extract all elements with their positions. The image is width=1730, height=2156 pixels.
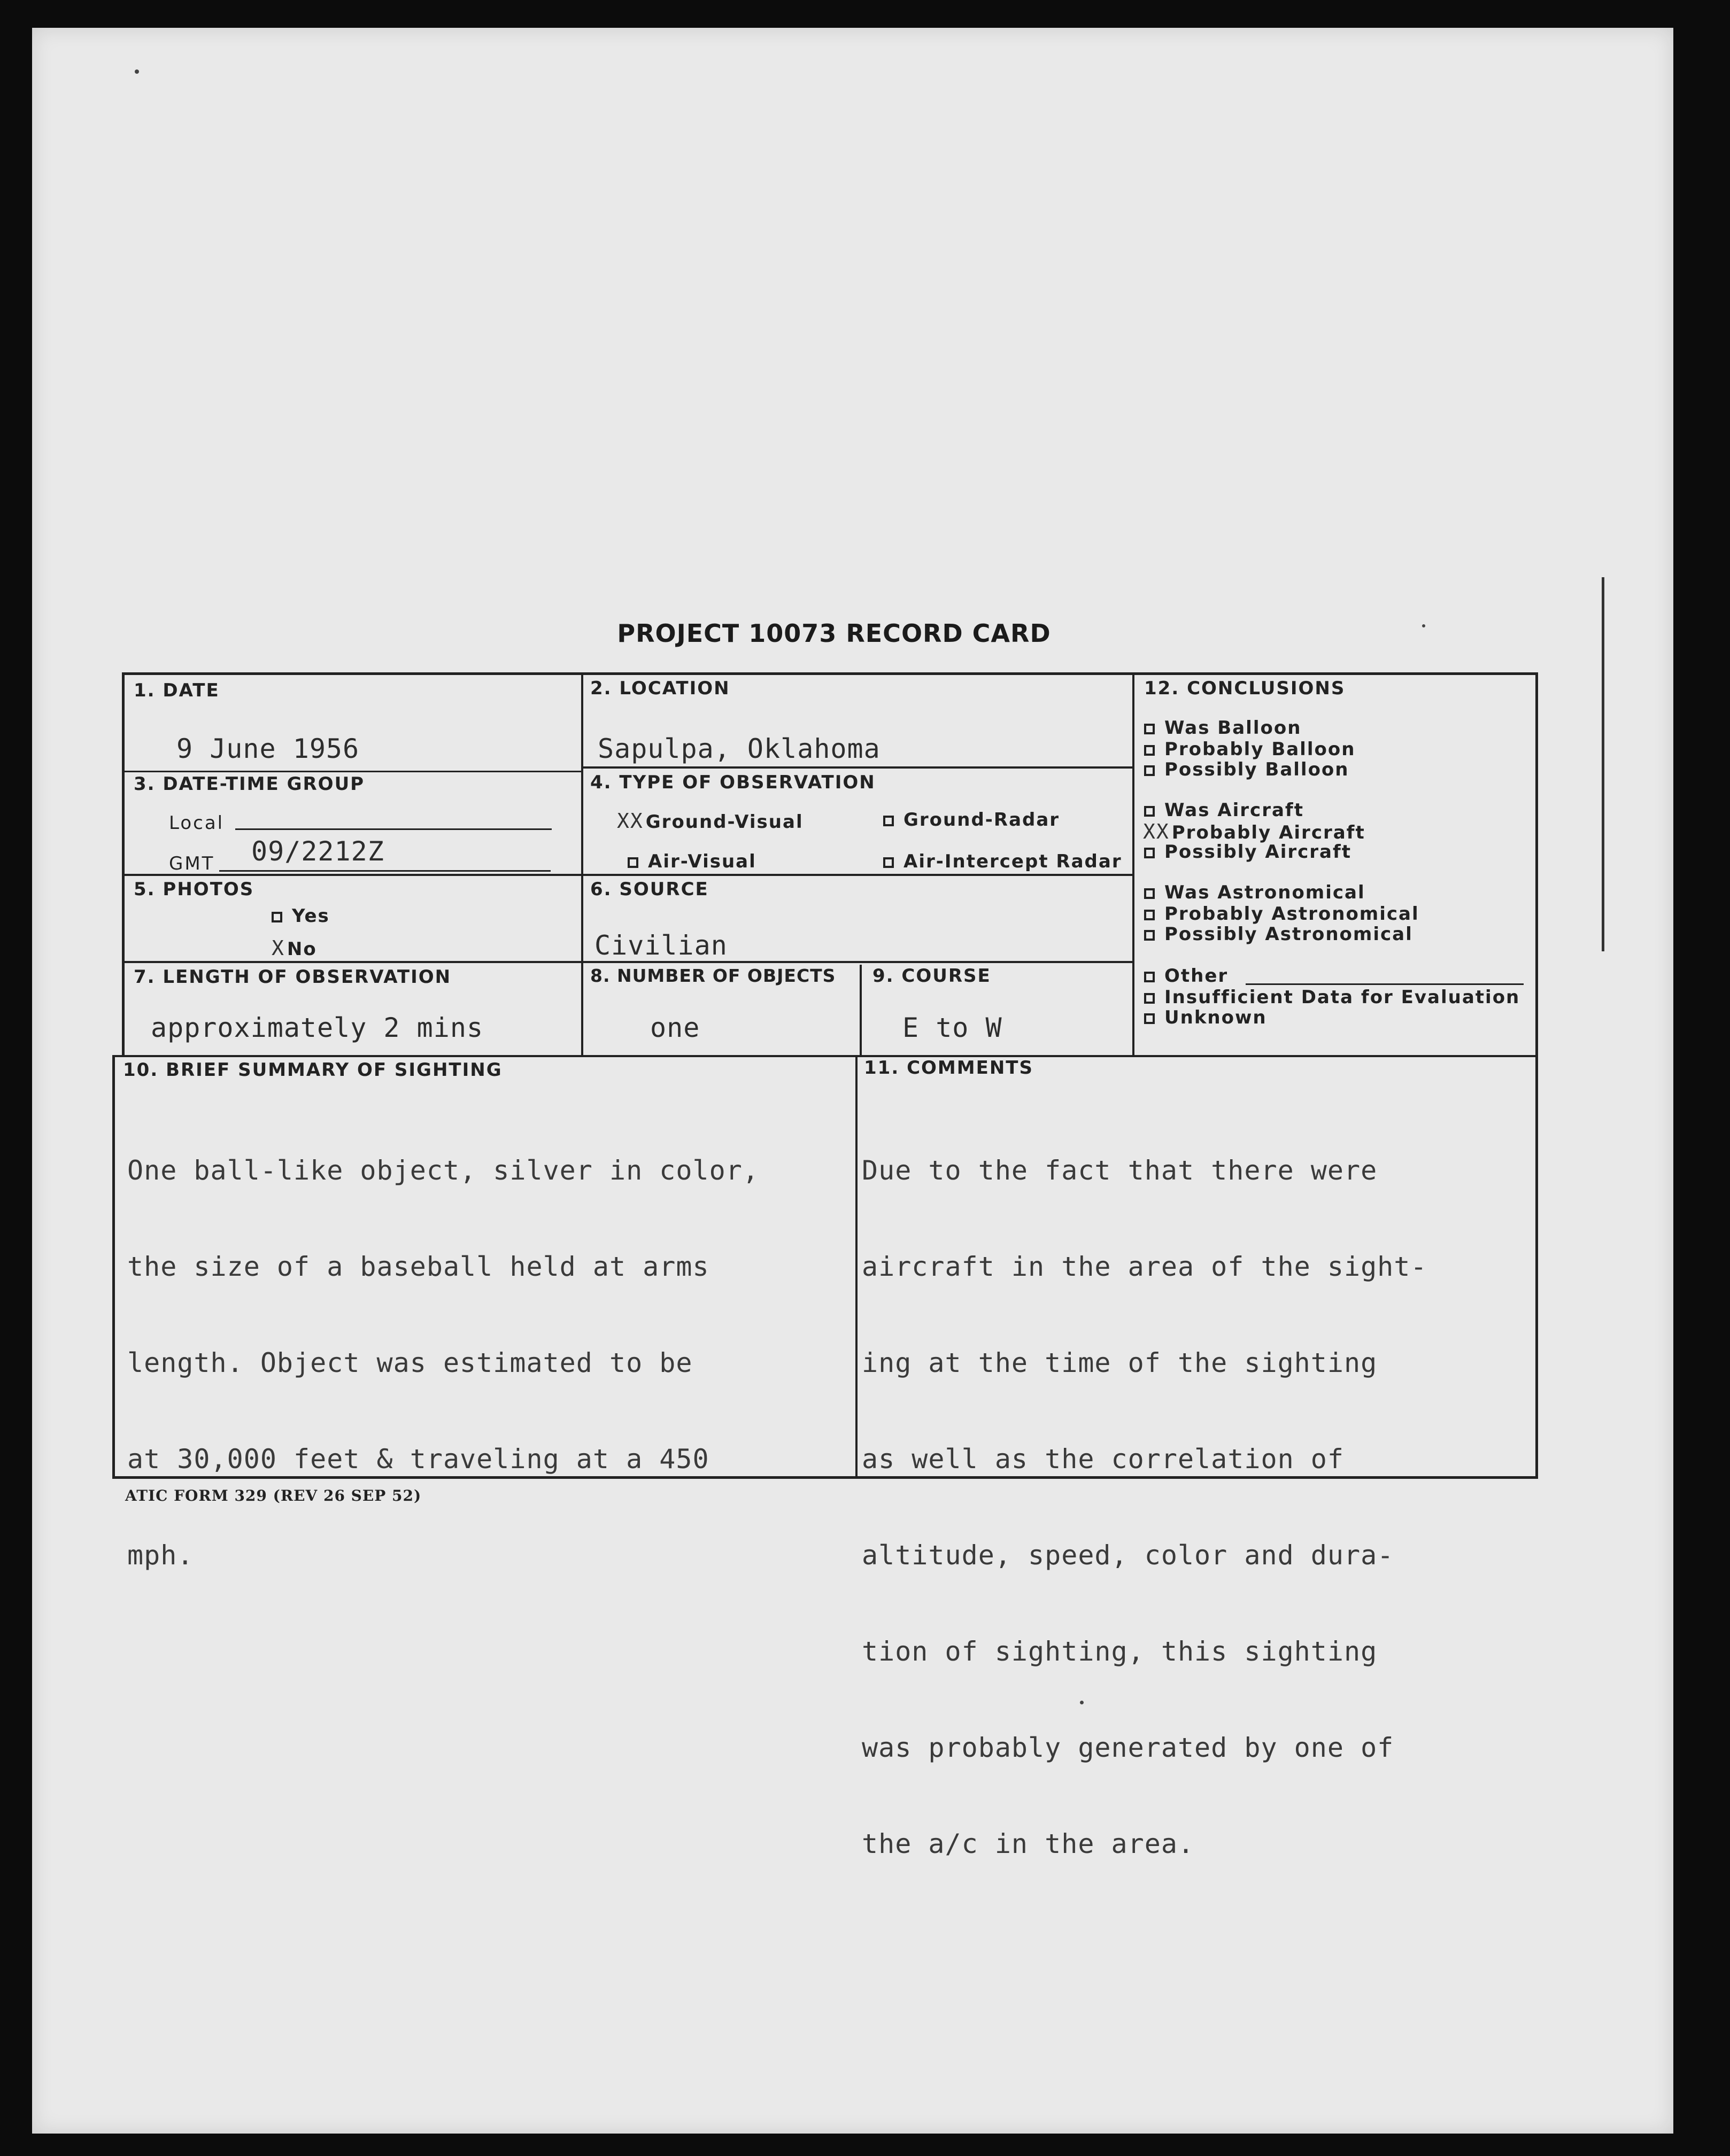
conclusion-probably-balloon	[1144, 739, 1355, 760]
checkbox	[1144, 1013, 1155, 1024]
option-air-intercept-radar	[883, 851, 1122, 872]
conclusion-was-astronomical	[1144, 882, 1365, 903]
option-text: Was Astronomical	[1164, 882, 1365, 903]
option-photos-no	[272, 936, 317, 960]
photos-label: 5. PHOTOS	[134, 879, 254, 900]
gmt-fill-line	[219, 870, 551, 872]
option-text: Ground-Radar	[903, 809, 1060, 831]
option-text: No	[287, 939, 317, 960]
card-title: PROJECT 10073 RECORD CARD	[617, 619, 1051, 648]
page-edge-mark	[1602, 577, 1604, 951]
dust-speck	[1422, 624, 1425, 627]
checkbox	[1144, 993, 1155, 1004]
checkbox	[883, 816, 894, 826]
comments-text	[862, 1090, 1427, 1892]
option-text: Possibly Aircraft	[1164, 841, 1352, 863]
option-text: Was Aircraft	[1164, 800, 1304, 821]
local-label: Local	[169, 812, 225, 834]
course-value: E to W	[902, 1012, 1002, 1043]
gmt-value: 09/2212Z	[251, 836, 384, 867]
checkbox	[628, 857, 638, 868]
comments-line: tion of sighting, this sighting	[862, 1636, 1378, 1667]
option-text: Probably Astronomical	[1164, 903, 1419, 925]
date-time-group-label: 3. DATE-TIME GROUP	[134, 773, 365, 795]
length-of-observation-value: approximately 2 mins	[151, 1012, 484, 1043]
option-ground-visual	[617, 809, 804, 833]
option-text: Probably Aircraft	[1171, 822, 1365, 843]
option-text: Ground-Visual	[645, 811, 804, 833]
comments-line: ing at the time of the sighting	[862, 1347, 1378, 1378]
comments-label: 11. COMMENTS	[864, 1057, 1033, 1079]
checkbox	[1144, 930, 1155, 941]
location-label: 2. LOCATION	[590, 678, 730, 699]
summary-line: length. Object was estimated to be	[127, 1347, 693, 1378]
conclusion-other	[1144, 965, 1228, 987]
gmt-label: GMT	[169, 853, 215, 874]
checkbox	[1144, 910, 1155, 920]
option-text: Yes	[292, 905, 330, 927]
conclusion-was-aircraft	[1144, 800, 1304, 821]
conclusion-unknown	[1144, 1007, 1267, 1028]
source-value: Civilian	[594, 930, 728, 961]
dust-speck	[135, 69, 139, 74]
summary-text	[127, 1090, 759, 1603]
option-ground-radar	[883, 809, 1060, 831]
source-label: 6. SOURCE	[590, 879, 709, 900]
x-mark: XX	[1143, 820, 1170, 843]
comments-line: altitude, speed, color and dura-	[862, 1540, 1394, 1571]
option-text: Possibly Astronomical	[1164, 924, 1413, 945]
conclusion-possibly-balloon	[1144, 759, 1349, 780]
checkbox	[883, 857, 894, 868]
form-footer: ATIC FORM 329 (REV 26 SEP 52)	[125, 1487, 422, 1504]
summary-label: 10. BRIEF SUMMARY OF SIGHTING	[123, 1059, 503, 1081]
comments-line: as well as the correlation of	[862, 1444, 1344, 1475]
comments-line: was probably generated by one of	[862, 1732, 1394, 1763]
comments-line: Due to the fact that there were	[862, 1155, 1378, 1186]
checkbox	[1144, 806, 1155, 817]
conclusions-label: 12. CONCLUSIONS	[1144, 678, 1346, 699]
course-label: 9. COURSE	[872, 965, 991, 987]
summary-line: the size of a baseball held at arms	[127, 1251, 709, 1282]
summary-line: mph.	[127, 1540, 194, 1571]
conclusion-possibly-astronomical	[1144, 924, 1413, 945]
conclusion-probably-astronomical	[1144, 903, 1419, 925]
option-text: Other	[1164, 965, 1229, 987]
option-text: Insufficient Data for Evaluation	[1164, 987, 1520, 1008]
type-of-observation-label: 4. TYPE OF OBSERVATION	[590, 772, 876, 793]
document-page	[32, 28, 1673, 2134]
date-value: 9 June 1956	[176, 733, 360, 764]
comments-line: the a/c in the area.	[862, 1828, 1195, 1859]
option-text: Probably Balloon	[1164, 739, 1356, 760]
option-text: Unknown	[1164, 1007, 1267, 1028]
checkbox	[1144, 745, 1155, 756]
conclusion-was-balloon	[1144, 717, 1301, 739]
option-text: Air-Visual	[648, 851, 756, 872]
summary-line: One ball-like object, silver in color,	[127, 1155, 759, 1186]
date-label: 1. DATE	[134, 680, 220, 701]
x-mark: XX	[617, 809, 644, 833]
option-text: Possibly Balloon	[1164, 759, 1349, 780]
conclusion-possibly-aircraft	[1144, 841, 1351, 863]
checkbox	[1144, 888, 1155, 899]
option-text: Air-Intercept Radar	[903, 851, 1122, 872]
other-fill-line	[1246, 983, 1524, 985]
location-value: Sapulpa, Oklahoma	[598, 733, 881, 764]
conclusion-probably-aircraft	[1143, 820, 1365, 843]
comments-line: aircraft in the area of the sight-	[862, 1251, 1427, 1282]
number-of-objects-label: 8. NUMBER OF OBJECTS	[590, 965, 836, 986]
checkbox	[1144, 724, 1155, 734]
conclusion-insufficient-data	[1144, 987, 1520, 1008]
checkbox	[272, 912, 282, 922]
checkbox	[1144, 972, 1155, 982]
local-fill-line	[235, 828, 552, 830]
checkbox	[1144, 848, 1155, 858]
x-mark: X	[272, 936, 285, 960]
option-text: Was Balloon	[1164, 717, 1302, 739]
option-photos-yes	[272, 905, 330, 927]
number-of-objects-value: one	[650, 1012, 700, 1043]
length-of-observation-label: 7. LENGTH OF OBSERVATION	[134, 966, 452, 988]
summary-line: at 30,000 feet & traveling at a 450	[127, 1444, 709, 1475]
option-air-visual	[628, 851, 756, 872]
checkbox	[1144, 765, 1155, 776]
